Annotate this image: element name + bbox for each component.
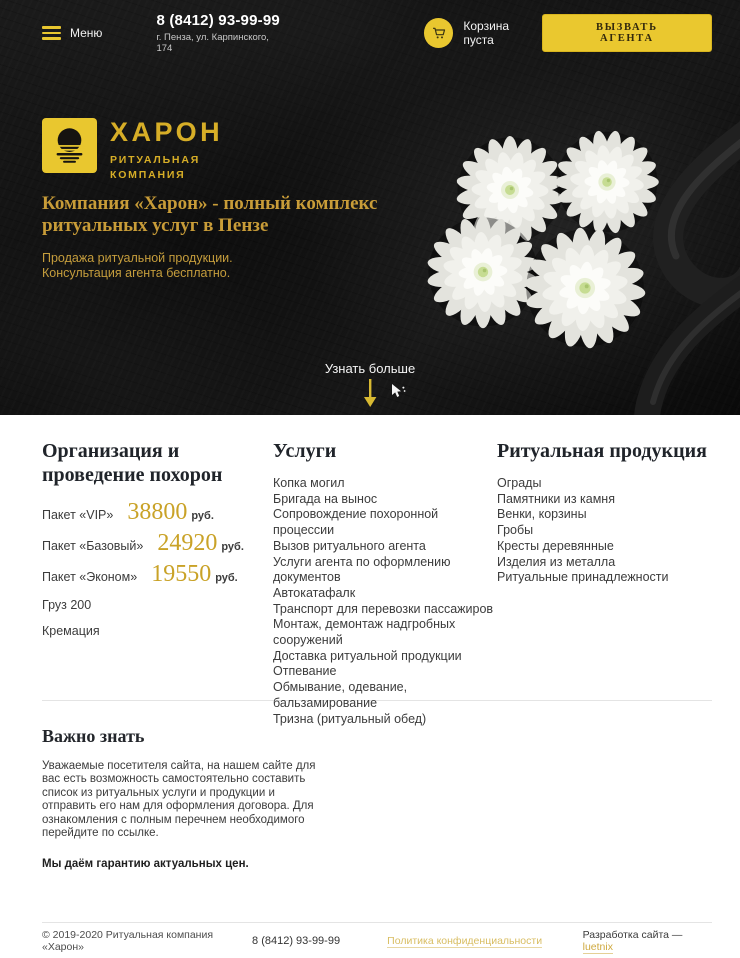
list-item: Транспорт для перевозки пассажиров xyxy=(273,601,494,616)
list-item: Кресты деревянные xyxy=(497,538,614,553)
important-title: Важно знать xyxy=(42,726,145,746)
important-note: Мы даём гарантию актуальных цен. xyxy=(42,858,249,871)
important-section xyxy=(42,700,712,922)
package-row-cargo200: Груз 200 xyxy=(42,598,92,612)
hamburger-icon xyxy=(42,23,61,43)
hero-title: Компания «Харон» - полный комплекс ритуальных услуг в Пензе xyxy=(42,193,378,236)
header-phone: 8 (8412) 93-99-99 xyxy=(156,12,280,29)
list-item: Монтаж, демонтаж надгробных сооружений xyxy=(273,617,456,648)
list-item: Венки, корзины xyxy=(497,507,587,522)
cart-icon xyxy=(424,18,454,48)
list-item: Вызов ритуального агента xyxy=(273,538,426,553)
package-row-vip: Пакет «VIP» 38800 руб. xyxy=(42,499,214,525)
list-item: Доставка ритуальной продукции xyxy=(273,648,462,663)
footer-copyright: © 2019-2020 Ритуальная компания «Харон» xyxy=(42,929,214,953)
list-item: Копка могил xyxy=(273,476,345,490)
list-item: Тризна (ритуальный обед) xyxy=(273,711,427,726)
list-item: Бригада на вынос xyxy=(273,491,378,506)
list-item: Ритуальные принадлежности xyxy=(497,570,669,585)
cart-status-label: Корзина пуста xyxy=(463,19,510,47)
list-item: Автокатафалк xyxy=(273,585,356,600)
products-column xyxy=(497,439,712,700)
footer-phone: 8 (8412) 93-99-99 xyxy=(252,935,341,947)
hero-section xyxy=(0,0,740,415)
list-item: Изделия из металла xyxy=(497,554,616,569)
hero-subtitle: Продажа ритуальной продукции. Консультация агента бесплатно. xyxy=(42,251,233,280)
services-title: Услуги xyxy=(273,440,337,462)
package-price: 38800 xyxy=(127,499,188,525)
services-column xyxy=(273,439,497,726)
list-item: Обмывание, одевание, бальзамирование xyxy=(273,680,408,710)
package-row-econom: Пакет «Эконом» 19550 руб. xyxy=(42,561,238,587)
logo-text xyxy=(110,118,223,182)
important-paragraph: Уважаемые посетителя сайта, на нашем сайте для вас есть возможность самостоятельно составить список из ритуальных услуги и продукции и отправить его нам для оформления договора. Для ознакомления с полным перечнем необходимого перейдите по ссылке. xyxy=(42,760,316,840)
packages-title: Организация и проведение похорон xyxy=(42,440,223,486)
products-list xyxy=(497,476,712,586)
services-list xyxy=(273,476,497,727)
menu-label: Меню xyxy=(70,26,103,40)
footer-developer: Разработка сайта — luetnix xyxy=(582,929,683,953)
package-price: 19550 xyxy=(151,561,212,587)
top-bar xyxy=(0,0,740,54)
header-contact xyxy=(156,12,285,54)
catalog-section xyxy=(0,415,740,726)
menu-button[interactable] xyxy=(42,23,102,43)
privacy-policy-link[interactable]: Политика конфиденциальности xyxy=(387,935,543,947)
logo-tagline: РИТУАЛЬНАЯ КОМПАНИЯ xyxy=(110,154,201,181)
package-row-base: Пакет «Базовый» 24920 руб. xyxy=(42,530,244,556)
list-item: Услуги агента по оформлению документов xyxy=(273,554,451,585)
packages-column xyxy=(42,439,273,700)
header-address: г. Пенза, ул. Карпинского, 174 xyxy=(156,32,269,54)
list-item: Сопровождение похоронной процессии xyxy=(273,507,439,538)
list-item: Гробы xyxy=(497,523,534,538)
footer-privacy xyxy=(387,935,582,947)
scroll-hint[interactable] xyxy=(0,361,740,411)
call-agent-button[interactable]: ВЫЗВАТЬ АГЕНТА xyxy=(542,14,712,52)
package-row-cremation: Кремация xyxy=(42,624,100,638)
logo[interactable] xyxy=(42,118,223,182)
list-item: Памятники из камня xyxy=(497,491,615,506)
logo-sun-icon xyxy=(42,118,97,173)
list-item: Ограды xyxy=(497,476,542,490)
package-price: 24920 xyxy=(157,530,218,556)
cursor-icon xyxy=(390,383,406,402)
cart-button[interactable] xyxy=(424,18,542,48)
products-title: Ритуальная продукция xyxy=(497,440,707,462)
scroll-hint-label: Узнать больше xyxy=(324,361,416,376)
logo-name: ХАРОН xyxy=(110,117,224,147)
list-item: Отпевание xyxy=(273,664,337,679)
developer-link[interactable]: luetnix xyxy=(582,941,613,953)
footer xyxy=(42,922,712,958)
arrow-down-icon[interactable] xyxy=(0,379,740,411)
